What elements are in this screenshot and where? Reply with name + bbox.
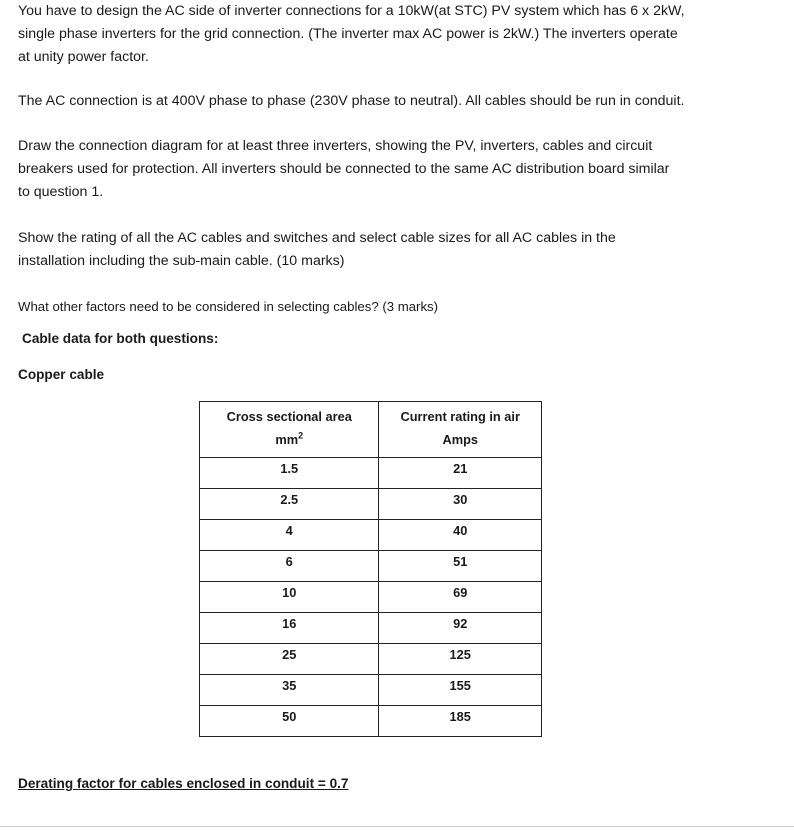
derating-factor-note: Derating factor for cables enclosed in conduit = 0.7 [18, 776, 349, 791]
rating-cell: 92 [379, 613, 542, 644]
area-cell: 1.5 [200, 458, 379, 489]
ac-connection-line-1: The AC connection is at 400V phase to phase (230V phase to neutral). All cables should be run in conduit. [18, 93, 685, 109]
area-cell: 16 [200, 613, 379, 644]
intro-line-3: at unity power factor. [18, 49, 149, 65]
ac-connection-paragraph [18, 90, 778, 113]
diagram-line-2: breakers used for protection. All inverters should be connected to the same AC distribution board similar [18, 161, 670, 177]
table-row [200, 582, 542, 613]
rating-header-unit: Amps [442, 432, 479, 447]
area-cell: 25 [200, 644, 379, 675]
table-row [200, 551, 542, 582]
rating-header-text: Current rating in air [400, 409, 520, 424]
table-row [200, 613, 542, 644]
table-row [200, 675, 542, 706]
rating-instructions-paragraph [18, 227, 778, 273]
table-row [200, 458, 542, 489]
rating-cell: 21 [379, 458, 542, 489]
diagram-line-1: Draw the connection diagram for at least three inverters, showing the PV, inverters, cables and circuit [18, 138, 653, 154]
table-row [200, 644, 542, 675]
page-bottom-divider [0, 826, 794, 827]
area-cell: 4 [200, 520, 379, 551]
rating-column-header [379, 402, 542, 458]
table-row [200, 706, 542, 737]
other-factors-line-1: What other factors need to be considered in selecting cables? (3 marks) [18, 299, 439, 314]
other-factors-question [18, 295, 778, 318]
area-cell: 10 [200, 582, 379, 613]
intro-paragraph [18, 0, 778, 69]
area-cell: 6 [200, 551, 379, 582]
diagram-line-3: to question 1. [18, 184, 104, 200]
intro-line-1: You have to design the AC side of inverter connections for a 10kW(at STC) PV system which has 6 x 2kW, [18, 3, 685, 19]
rating-cell: 155 [379, 675, 542, 706]
rating-cell: 185 [379, 706, 542, 737]
area-column-header [200, 402, 379, 458]
area-header-unit: $mm^2$ [275, 430, 304, 447]
rating-cell: 40 [379, 520, 542, 551]
area-header-text: Cross sectional area [226, 409, 352, 424]
rating-line-1: Show the rating of all the AC cables and switches and select cable sizes for all AC cables in the [18, 230, 616, 246]
rating-line-2: installation including the sub-main cable. (10 marks) [18, 253, 345, 269]
diagram-instructions-paragraph [18, 135, 778, 204]
rating-cell: 125 [379, 644, 542, 675]
area-cell: 35 [200, 675, 379, 706]
table-header-row [200, 402, 542, 458]
rating-cell: 30 [379, 489, 542, 520]
copper-cable-heading: Copper cable [18, 367, 105, 382]
cable-data-heading: Cable data for both questions: [22, 331, 219, 346]
area-cell: 50 [200, 706, 379, 737]
cable-rating-table [199, 401, 542, 737]
intro-line-2: single phase inverters for the grid connection. (The inverter max AC power is 2kW.) The inverters operate [18, 26, 678, 42]
rating-cell: 51 [379, 551, 542, 582]
table-row [200, 520, 542, 551]
area-cell: 2.5 [200, 489, 379, 520]
table-row [200, 489, 542, 520]
rating-cell: 69 [379, 582, 542, 613]
